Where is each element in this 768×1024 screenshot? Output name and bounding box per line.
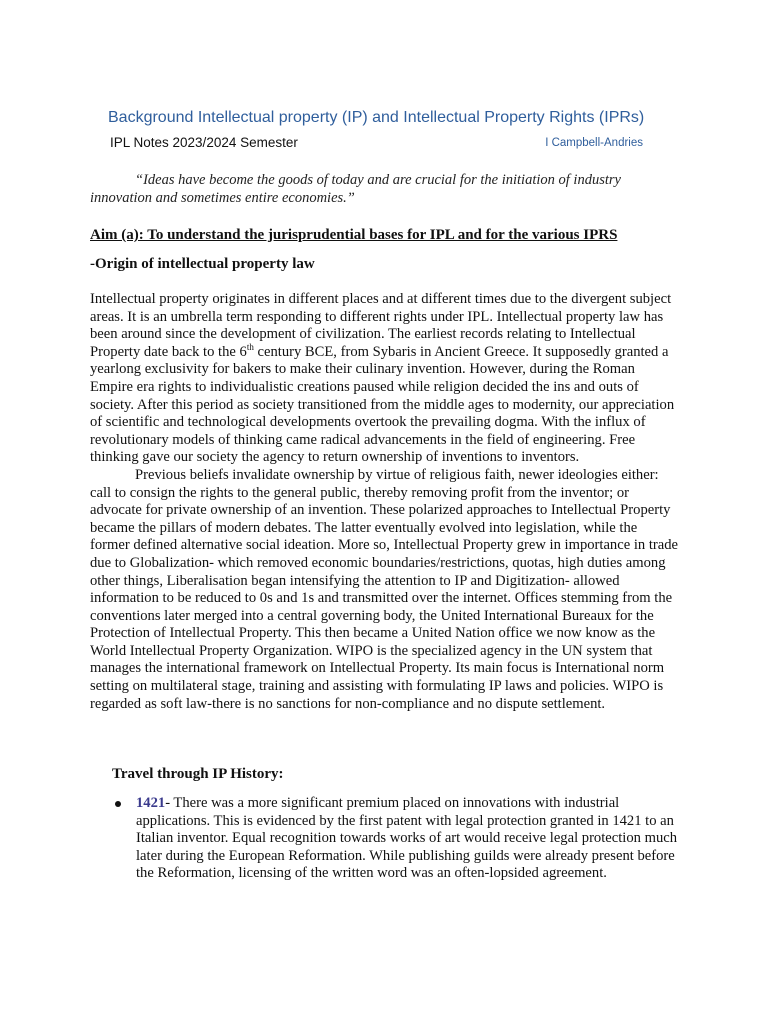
ordinal-superscript: th bbox=[246, 341, 254, 352]
aim-heading: Aim (a): To understand the jurisprudential bases for IPL and for the various IPRS bbox=[90, 227, 618, 243]
origin-heading: -Origin of intellectual property law bbox=[90, 256, 315, 272]
author-name: I Campbell-Andries bbox=[545, 137, 643, 149]
paragraph-origins-part1: Intellectual property originates in different places and at different times due to the divergent subject areas. It is an umbrella term responding to different rights under IPL. Intellectual property law has been around since the development of civilization. The earliest records relating to Intellectual Property date back to the 6 bbox=[90, 291, 672, 360]
timeline-text: - There was a more significant premium placed on innovations with industrial applications. This is evidenced by the first patent with legal protection granted in 1421 to an Italian inventor. Equal recognition towards works of art would receive legal protection much later during the European Reformation. While publishing guilds were already present before the Reformation, licensing of the written word was an often-lopsided agreement. bbox=[136, 795, 678, 882]
course-label: IPL Notes 2023/2024 Semester bbox=[110, 135, 298, 150]
body-section bbox=[90, 291, 680, 713]
document-subheader bbox=[110, 134, 643, 152]
document-title: Background Intellectual property (IP) and Intellectual Property Rights (IPRs) bbox=[108, 109, 645, 126]
paragraph-origins bbox=[90, 291, 680, 467]
paragraph-modern-debates: Previous beliefs invalidate ownership by virtue of religious faith, newer ideologies either: call to consign the rights to the general public, thereby removing profit from the inventor; or advocate for private ownership of an invention. These polarized approaches to Intellectual Property became the pillars of modern debates. The latter eventually evolved into legislation, while the former defined alternative social ideation. More so, Intellectual Property grew in importance in trade due to Globalization- which removed economic boundaries/restrictions, quotas, high duties among other things, Liberalisation began intensifying the attention to IP and Digitization- allowed information to be reduced to 0s and 1s and transmitted over the internet. Offices stemming from the conventions later merged into a central governing body, the United International Bureaux for the Protection of Intellectual Property. This then became a United Nation office we now know as the World Intellectual Property Organization. WIPO is the specialized agency in the UN system that manages the international framework on Intellectual Property. Its main focus is International norm setting on multilateral stage, training and assisting with formulating IP laws and policies. WIPO is regarded as soft law-there is no sanctions for non-compliance and no dispute settlement. bbox=[90, 466, 678, 712]
opening-quote: “Ideas have become the goods of today and are crucial for the initiation of industry innovation and sometimes entire economies.” bbox=[90, 172, 621, 206]
paragraph-origins-part2: century BCE, from Sybaris in Ancient Greece. It supposedly granted a yearlong exclusivity for bakers to make their culinary invention. However, during the Roman Empire era rights to individualistic creations paused while religion decided the ins and outs of society. After this period as society transitioned from the middle ages to modernity, our appreciation of scientific and technological developments overtook the prevailing dogma. With the influx of revolutionary models of thinking came radical advancements in the field of engineering. Free thinking gave our society the agency to return ownership of inventions to inventors. bbox=[90, 343, 675, 466]
history-timeline bbox=[112, 795, 682, 883]
timeline-item bbox=[112, 795, 682, 883]
timeline-year: 1421 bbox=[136, 795, 166, 811]
bullet-icon bbox=[115, 801, 121, 807]
history-heading: Travel through IP History: bbox=[112, 766, 284, 782]
